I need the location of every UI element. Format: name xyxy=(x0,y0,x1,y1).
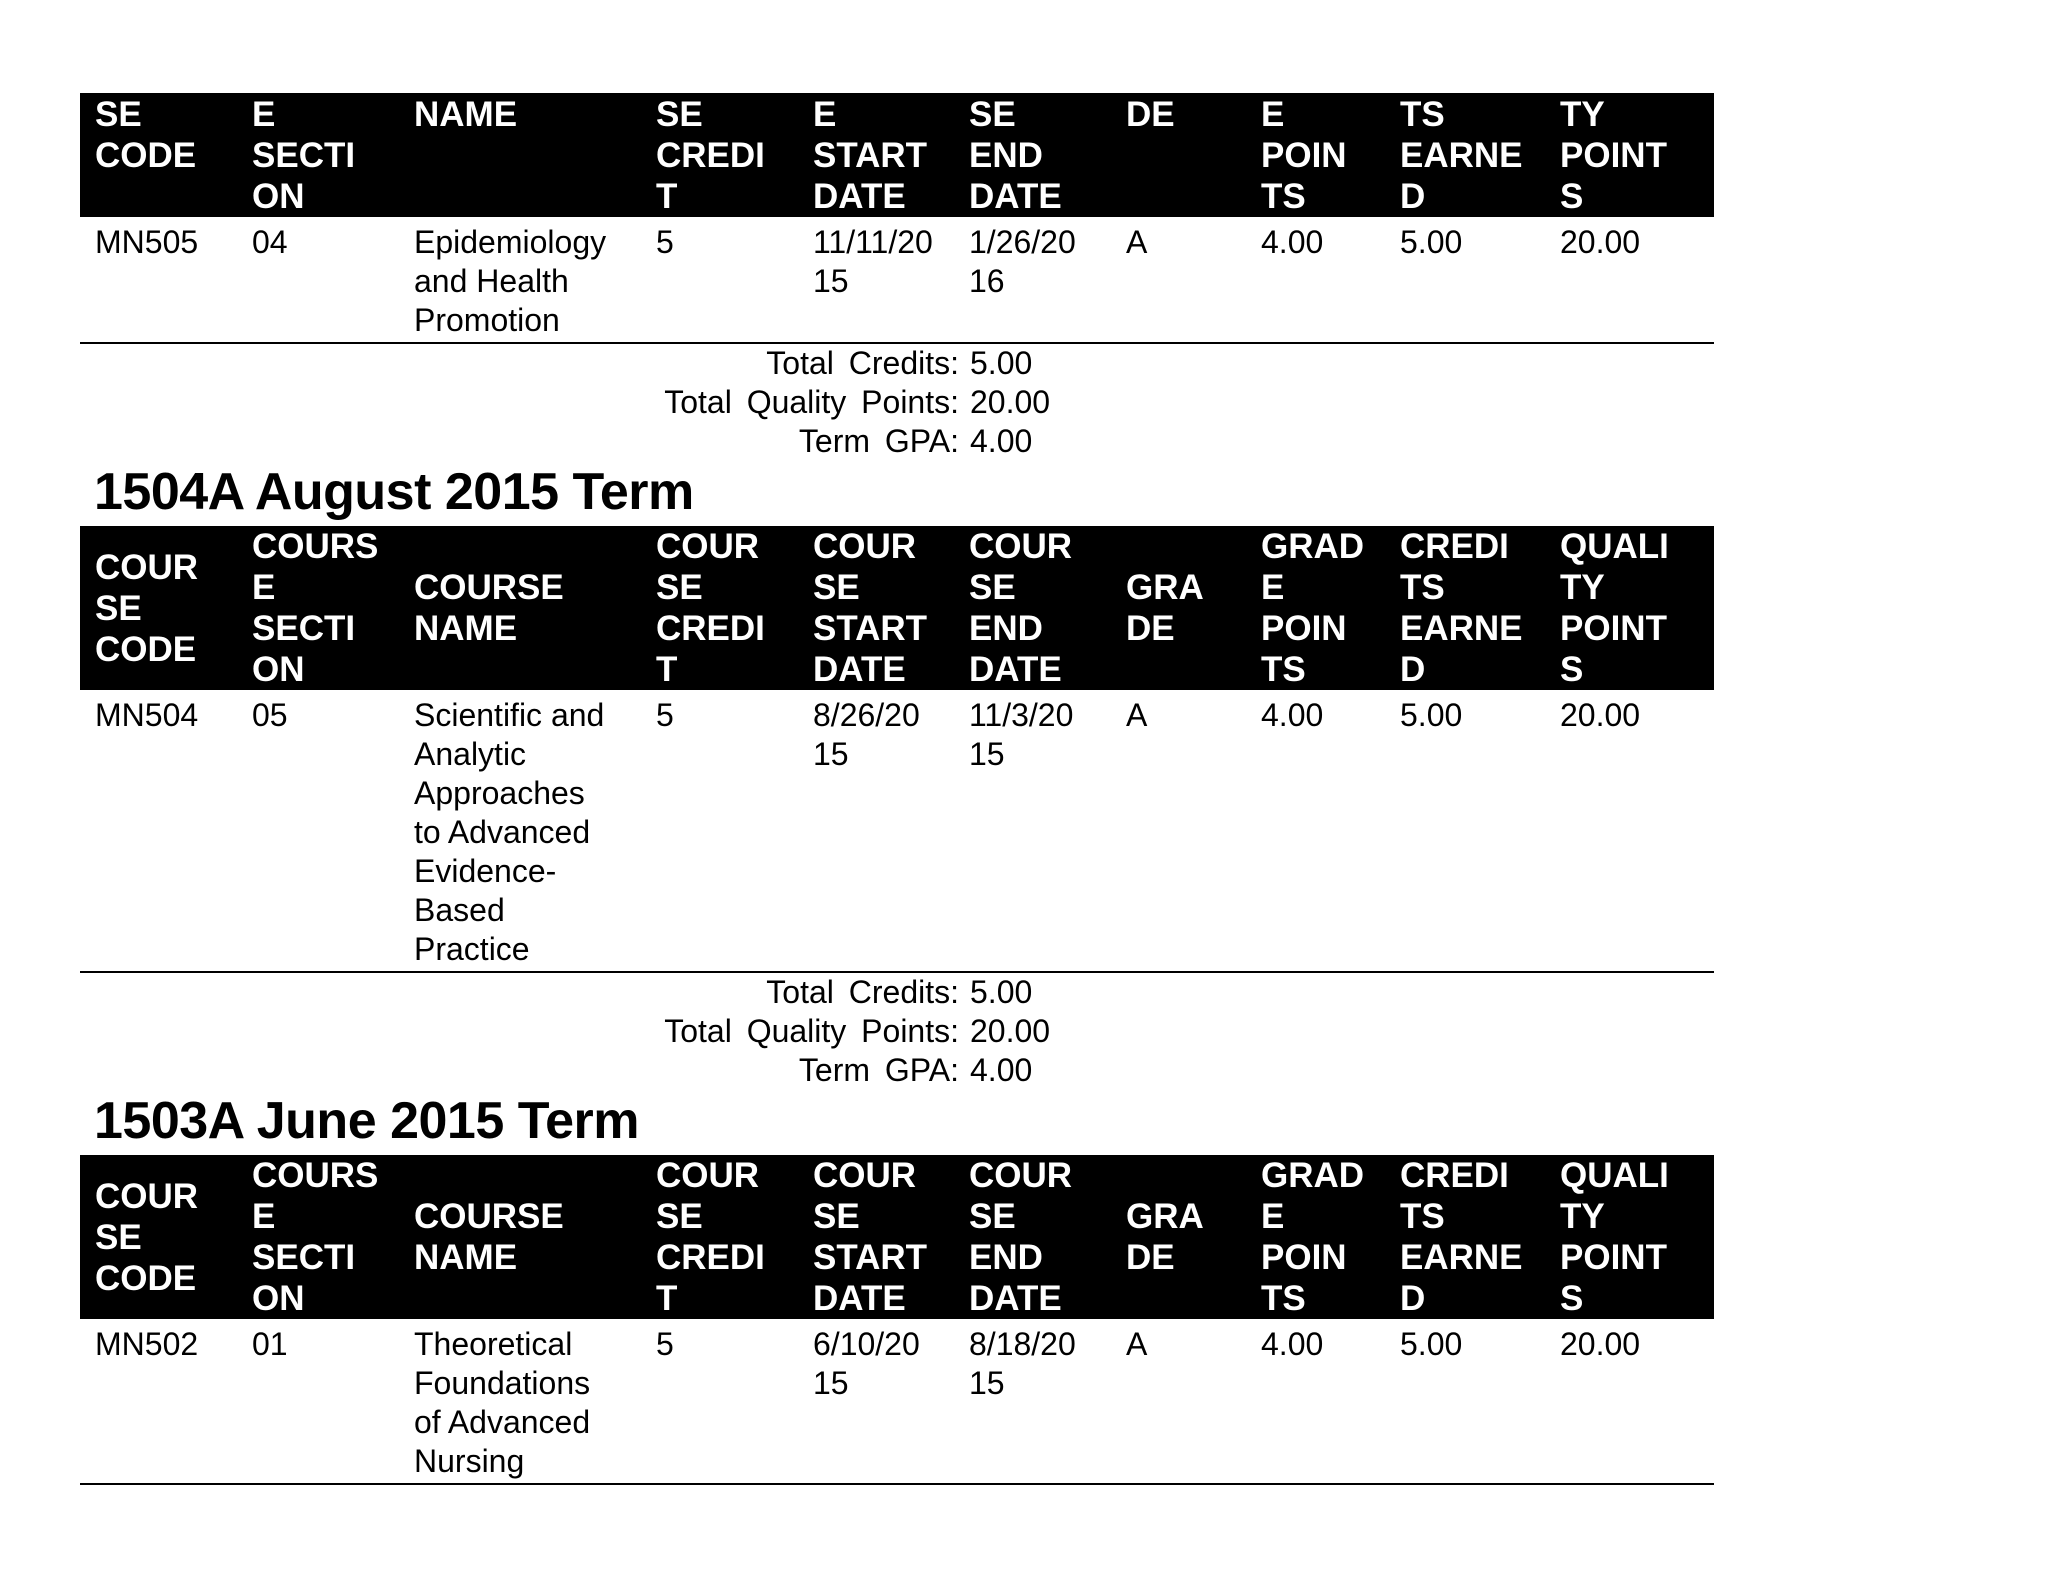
term-gpa-label: Term GPA: xyxy=(798,1052,959,1088)
term-summary xyxy=(80,973,1714,1093)
total-credits-label: Total Credits: xyxy=(766,974,959,1010)
course-end-date: 8/18/20 15 xyxy=(969,1326,1076,1401)
course-name: Theoretical Foundations of Advanced Nursing xyxy=(414,1326,591,1479)
header-course-credit: SE CREDI T xyxy=(656,95,765,216)
header-quality-points: QUALI TY POINT S xyxy=(1560,527,1669,689)
header-course-code: COUR SE CODE xyxy=(95,1176,199,1298)
transcript xyxy=(80,93,1714,1485)
header-course-credit: COUR SE CREDI T xyxy=(656,1156,765,1318)
course-start-date: 6/10/20 15 xyxy=(813,1326,920,1401)
table-row xyxy=(80,690,1714,973)
header-grade: GRA DE xyxy=(1126,1197,1204,1277)
table-row xyxy=(80,217,1714,344)
term-section xyxy=(80,464,1714,1093)
table-row xyxy=(80,1319,1714,1485)
quality-points: 20.00 xyxy=(1560,1326,1641,1362)
credits-earned: 5.00 xyxy=(1400,1326,1463,1362)
header-grade: DE xyxy=(1126,95,1175,134)
table-header xyxy=(80,1155,1714,1319)
total-credits-label: Total Credits: xyxy=(766,345,959,381)
header-course-credit: COUR SE CREDI T xyxy=(656,527,765,689)
grade-points: 4.00 xyxy=(1261,697,1324,733)
header-credits-earned: CREDI TS EARNE D xyxy=(1400,527,1523,689)
course-name: Scientific and Analytic Approaches to Advanced Evidence- Based Practice xyxy=(414,697,605,967)
header-course-name: NAME xyxy=(414,95,518,134)
course-section: 04 xyxy=(252,224,288,260)
total-quality-points-label: Total Quality Points: xyxy=(664,384,959,420)
term-title: 1503A June 2015 Term xyxy=(94,1092,639,1150)
total-quality-points-value: 20.00 xyxy=(970,384,1051,420)
header-grade: GRA DE xyxy=(1126,568,1204,648)
header-grade-points: GRAD E POIN TS xyxy=(1261,1156,1365,1318)
header-course-end-date: COUR SE END DATE xyxy=(969,1156,1073,1318)
course-credit: 5 xyxy=(656,1326,674,1362)
grade: A xyxy=(1126,1326,1148,1362)
course-code: MN505 xyxy=(95,224,199,260)
quality-points: 20.00 xyxy=(1560,697,1641,733)
course-end-date: 11/3/20 15 xyxy=(969,697,1074,772)
header-course-section: COURS E SECTI ON xyxy=(252,1156,379,1318)
term-gpa-label: Term GPA: xyxy=(798,423,959,459)
term-section xyxy=(80,1093,1714,1485)
header-course-name: COURSE NAME xyxy=(414,568,564,648)
grade-points: 4.00 xyxy=(1261,1326,1324,1362)
credits-earned: 5.00 xyxy=(1400,697,1463,733)
course-credit: 5 xyxy=(656,697,674,733)
term-gpa-value: 4.00 xyxy=(970,1052,1033,1088)
quality-points: 20.00 xyxy=(1560,224,1641,260)
total-credits-value: 5.00 xyxy=(970,974,1033,1010)
header-course-start-date: COUR SE START DATE xyxy=(813,527,928,689)
header-course-code: SE CODE xyxy=(95,95,197,175)
header-course-code: COUR SE CODE xyxy=(95,547,199,669)
total-quality-points-label: Total Quality Points: xyxy=(664,1013,959,1049)
header-course-section: COURS E SECTI ON xyxy=(252,527,379,689)
term-gpa-value: 4.00 xyxy=(970,423,1033,459)
grade: A xyxy=(1126,224,1148,260)
term-title: 1504A August 2015 Term xyxy=(94,463,694,521)
credits-earned: 5.00 xyxy=(1400,224,1463,260)
header-course-start-date: COUR SE START DATE xyxy=(813,1156,928,1318)
course-code: MN504 xyxy=(95,697,199,733)
course-section: 01 xyxy=(252,1326,288,1362)
total-quality-points-value: 20.00 xyxy=(970,1013,1051,1049)
header-credits-earned: CREDI TS EARNE D xyxy=(1400,1156,1523,1318)
table-header xyxy=(80,93,1714,217)
total-credits-value: 5.00 xyxy=(970,345,1033,381)
course-credit: 5 xyxy=(656,224,674,260)
course-code: MN502 xyxy=(95,1326,199,1362)
course-name: Epidemiology and Health Promotion xyxy=(414,224,607,338)
header-course-end-date: SE END DATE xyxy=(969,95,1062,216)
header-course-section: E SECTI ON xyxy=(252,95,356,216)
header-course-start-date: E START DATE xyxy=(813,95,928,216)
header-quality-points: QUALI TY POINT S xyxy=(1560,1156,1669,1318)
grade: A xyxy=(1126,697,1148,733)
course-start-date: 11/11/20 15 xyxy=(813,224,933,299)
header-course-name: COURSE NAME xyxy=(414,1197,564,1277)
course-section: 05 xyxy=(252,697,288,733)
header-grade-points: E POIN TS xyxy=(1261,95,1347,216)
header-credits-earned: TS EARNE D xyxy=(1400,95,1523,216)
table-header xyxy=(80,526,1714,690)
term-summary xyxy=(80,344,1714,464)
header-quality-points: TY POINT S xyxy=(1560,95,1667,216)
grade-points: 4.00 xyxy=(1261,224,1324,260)
term-section xyxy=(80,93,1714,464)
course-end-date: 1/26/20 16 xyxy=(969,224,1076,299)
header-course-end-date: COUR SE END DATE xyxy=(969,527,1073,689)
course-start-date: 8/26/20 15 xyxy=(813,697,920,772)
header-grade-points: GRAD E POIN TS xyxy=(1261,527,1365,689)
